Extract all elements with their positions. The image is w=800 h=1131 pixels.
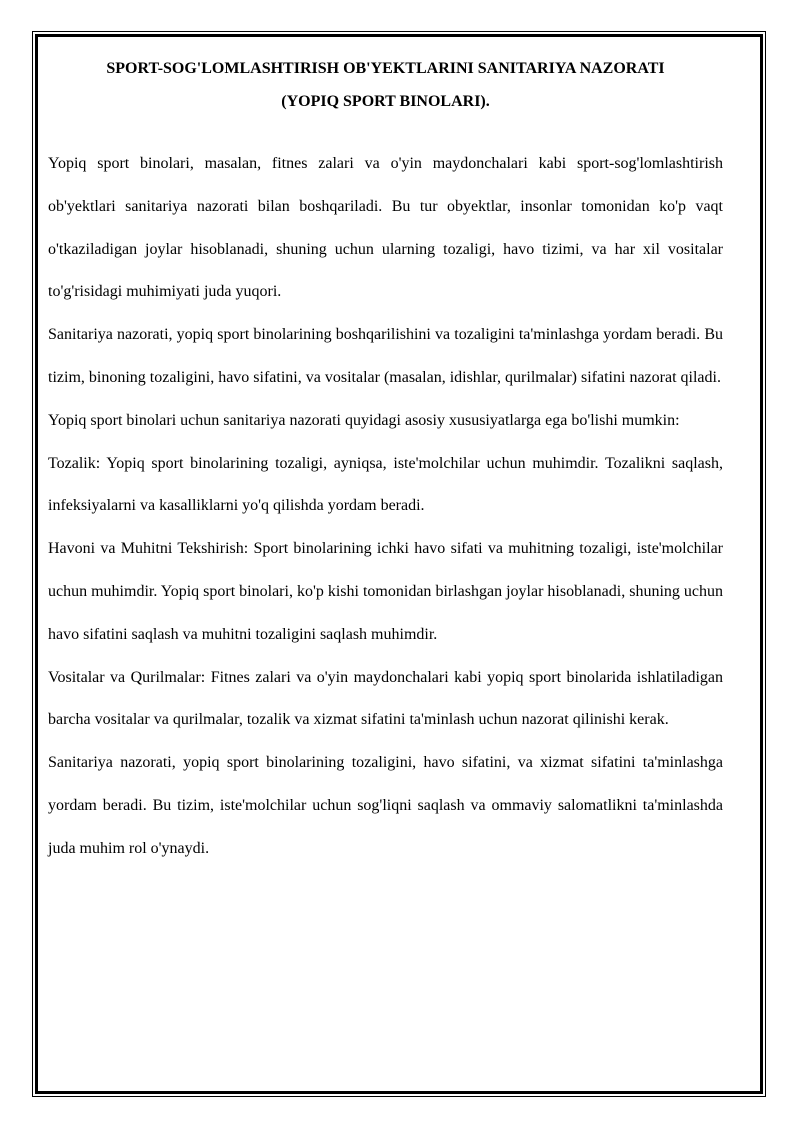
document-content: [48, 52, 723, 871]
paragraph-sanitary-control: Sanitariya nazorati, yopiq sport binolarining boshqarilishini va tozaligini ta'minlashga yordam beradi. Bu tizim, binoning tozaligini, havo sifatini, va vositalar (masalan, idishlar, qurilmalar) sifatini nazorat qiladi.: [48, 326, 723, 386]
document-body: [48, 143, 723, 871]
paragraph-features-lead: Yopiq sport binolari uchun sanitariya nazorati quyidagi asosiy xususiyatlarga ega bo'lishi mumkin:: [48, 411, 680, 429]
paragraph-cleanliness: Tozalik: Yopiq sport binolarining tozaligi, ayniqsa, iste'molchilar uchun muhimdir. Tozalikni saqlash, infeksiyalarni va kasalliklarni yo'q qilishda yordam beradi.: [48, 454, 723, 515]
paragraph-conclusion: Sanitariya nazorati, yopiq sport binolarining tozaligini, havo sifatini, va xizmat sifatini ta'minlashga yordam beradi. Bu tizim, iste'molchilar uchun sog'liqni saqlash va ommaviy salomatlikni ta'minlashda juda muhim rol o'ynaydi.: [48, 754, 723, 857]
paragraph-equipment: Vositalar va Qurilmalar: Fitnes zalari va o'yin maydonchalari kabi yopiq sport binolarida ishlatiladigan barcha vositalar va qurilmalar, tozalik va xizmat sifatini ta'minlash uchun nazorat qilinishi kerak.: [48, 668, 723, 729]
paragraph-intro: Yopiq sport binolari, masalan, fitnes zalari va o'yin maydonchalari kabi sport-sog'lomlashtirish ob'yektlari sanitariya nazorati bilan boshqariladi. Bu tur obyektlar, insonlar tomonidan ko'p vaqt o'tkaziladigan joylar hisoblanadi, shuning uchun ularning tozaligi, havo tizimi, va har xil vositalar to'g'risidagi muhimiyati juda yuqori.: [48, 155, 723, 301]
title-line-1: SPORT-SOG'LOMLASHTIRISH OB'YEKTLARINI SANITARIYA NAZORATI: [106, 60, 665, 77]
title-line-2: (YOPIQ SPORT BINOLARI).: [281, 93, 490, 110]
paragraph-air-environment: Havoni va Muhitni Tekshirish: Sport binolarining ichki havo sifati va muhitning tozaligi, iste'molchilar uchun muhimdir. Yopiq sport binolari, ko'p kishi tomonidan birlashgan joylar hisoblanadi, shuning uchun havo sifatini saqlash va muhitni tozaligini saqlash muhimdir.: [48, 540, 723, 643]
document-title: [48, 52, 723, 118]
